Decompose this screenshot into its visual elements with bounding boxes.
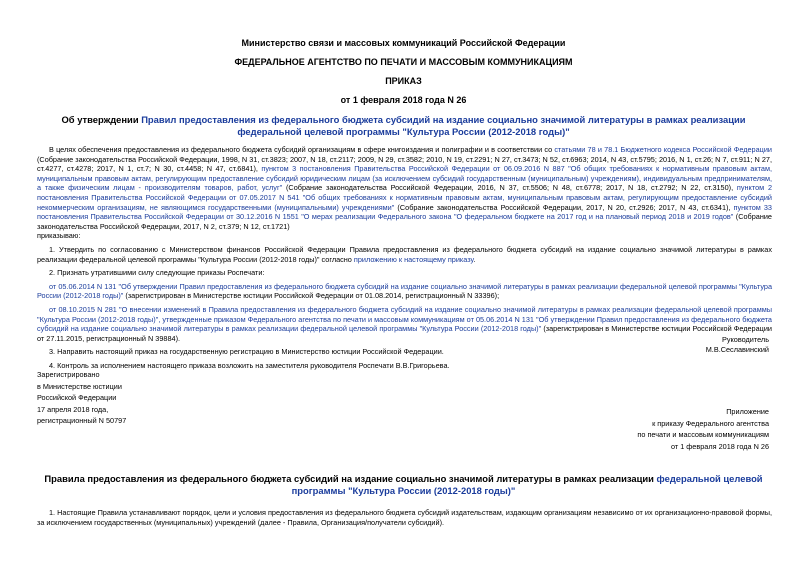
item-3: 3. Направить настоящий приказ на государственную регистрацию в Министерство юстиции Российской Федерации. (49, 347, 444, 357)
signature-name: М.В.Сеславинский (705, 345, 769, 354)
appendix-line: от 1 февраля 2018 года N 26 (670, 441, 769, 451)
ministry-name: Министерство связи и массовых коммуникаций Российской Федерации (241, 38, 566, 48)
appendix-line: к приказу Федерального агентства (652, 418, 769, 428)
title-prefix: Об утверждении (61, 114, 142, 125)
link-order-281[interactable]: от 08.10.2015 N 281 "О внесении изменений в Правила предоставления из федерального бюджета субсидий на издание социально значимой литературы в рамках реализации федеральной целевой программы "Культура России (2012-2018 годы)", утвержденные приказом Федерального агентства по печати и массовым коммуникациям от 05.06.2014 N 131 "Об утверждении Правил предоставления из федерального бюджета субсидий на издание социально значимой литературы в рамках реализации федеральной целевой программы "Культура России (2012-2018 годы)" (37, 304, 772, 334)
page-title (40, 114, 767, 138)
appendix-line: Приложение (726, 407, 769, 416)
registration-line: регистрационный N 50797 (37, 416, 127, 425)
preamble-text-3: (Собрание законодательства Российской Федерации, 2016, N 37, ст.5506; N 48, ст.6778; 2017, N 18, ст.2792; N 22, ст.3150), (282, 183, 737, 193)
registration-line: Российской Федерации (37, 393, 117, 402)
link-order-131[interactable]: от 05.06.2014 N 131 "Об утверждении Правил предоставления из федерального бюджета субсидий на издание социально значимой литературы в рамках реализации федеральной целевой программы "Культура России (2012-2018 годы)" (37, 281, 772, 301)
item-4: 4. Контроль за исполнением настоящего приказа возложить на заместителя руководителя Роспечати В.В.Григорьева. (49, 360, 450, 370)
rules-title-text: Правила предоставления из федерального бюджета субсидий на издание социально значимой литературы в рамках реализации (44, 473, 657, 484)
signature-block (706, 335, 769, 355)
order-word: приказываю: (37, 231, 81, 241)
link-decree-1551[interactable]: пунктом 33 постановления Правительства Российской Федерации от 30.12.2016 N 1551 "О мерах реализации Федерального закона "О федеральном бюджете на 2017 год и на плановый период 2018 и 2019 годов" (37, 202, 772, 222)
agency-name: ФЕДЕРАЛЬНОЕ АГЕНТСТВО ПО ПЕЧАТИ И МАССОВЫМ КОММУНИКАЦИЯМ (234, 57, 573, 67)
item-1 (37, 245, 772, 264)
link-budget-code[interactable]: статьями 78 и 78.1 Бюджетного кодекса Российской Федерации (554, 145, 772, 154)
rules-body (37, 508, 772, 527)
doc-type: ПРИКАЗ (385, 76, 422, 86)
preamble-text-1: В целях обеспечения предоставления из федерального бюджета субсидий организациям в сфере книгоиздания и полиграфии и в соответствии со (49, 145, 555, 154)
link-decree-887[interactable]: пунктом 3 постановления Правительства Российской Федерации от 06.09.2016 N 887 "Об общих требованиях к нормативным правовым актам, муниципальным правовым актам, регулирующим предоставление субсидий юридическим лицам (за исключением субсидий государственным (муниципальным) учреждениям), индивидуальным предпринимателям, а также физическим лицам - производителям товаров, работ, услуг" (37, 164, 772, 193)
appendix-line: по печати и массовым коммуникациям (637, 430, 769, 439)
item-2b (37, 305, 772, 343)
order-body (37, 145, 772, 370)
item-2b-text: (зарегистрирован в Министерстве юстиции Российской Федерации от 27.11.2015, регистрационный N 39884). (37, 324, 772, 343)
registration-line: 17 апреля 2018 года, (37, 404, 109, 414)
link-appendix[interactable]: приложению к настоящему приказу (353, 254, 474, 264)
preamble-text-5: (Собрание законодательства Российской Федерации, 2017, N 2, ст.379; N 12, ст.1721) (37, 212, 772, 231)
title-link[interactable]: Правил предоставления из федерального бюджета субсидий на издание социально значимой литературы в рамках реализации федеральной целевой программы "Культура России (2012-2018 годы)" (141, 114, 746, 137)
item-1-text: 1. Утвердить по согласованию с Министерством финансов Российской Федерации Правила предоставления из федерального бюджета субсидий на издание социально значимой литературы в рамках реализации федеральной целевой программы "Культура России (2012-2018 годы)" согласно (37, 244, 772, 264)
doc-date: от 1 февраля 2018 года N 26 (340, 95, 467, 105)
rules-title-link[interactable]: федеральной целевой программы "Культура России (2012-2018 годы)" (291, 473, 763, 496)
preamble-text-4: (Собрание законодательства Российской Федерации, 2017, N 20, ст.2926; 2017, N 43, ст.6341), (394, 202, 734, 212)
registration-block (37, 369, 126, 427)
appendix-block (637, 406, 769, 452)
link-decree-541[interactable]: пунктом 2 постановления Правительства Российской Федерации от 07.05.2017 N 541 "Об общих требованиях к нормативным правовым актам, муниципальным правовым актам, регулирующим предоставление субсидий некоммерческим организациям, не являющимся государственными (муниципальными) учреждениями" (37, 183, 773, 212)
rules-paragraph-1: 1. Настоящие Правила устанавливают порядок, цели и условия предоставления из федерального бюджета субсидий издательствам, издающим организациям независимо от их организационно-правовой формы, за исключением государственных (муниципальных) учреждений (далее - Правила, Организация/получатели субсидий). (37, 508, 772, 527)
rules-title (40, 473, 767, 497)
registration-line: в Министерстве юстиции (37, 381, 122, 391)
item-1-end: . (473, 254, 476, 264)
item-2a-text: (зарегистрирован в Министерстве юстиции Российской Федерации от 01.08.2014, регистрационный N 33396); (123, 291, 500, 301)
preamble-text-2: (Собрание законодательства Российской Федерации, 1998, N 31, ст.3823; 2007, N 18, ст.2117; 2009, N 29, ст.3582; 2010, N 19, ст.2291; N 27, ст.3473; N 52, ст.6963; 2014, N 43, ст.5795; 2016, N 1, ст.26; N 7, ст.911; N 27, ст.4277, ст.4278; 2017, N 1, ст.7; N 30, ст.4458; N 47, ст.6841), (37, 154, 772, 174)
registration-line: Зарегистрировано (37, 370, 100, 379)
item-2: 2. Признать утратившими силу следующие приказы Роспечати: (49, 268, 265, 278)
item-2a (37, 282, 772, 301)
preamble-paragraph (37, 145, 772, 231)
signature-role: Руководитель (721, 335, 769, 344)
